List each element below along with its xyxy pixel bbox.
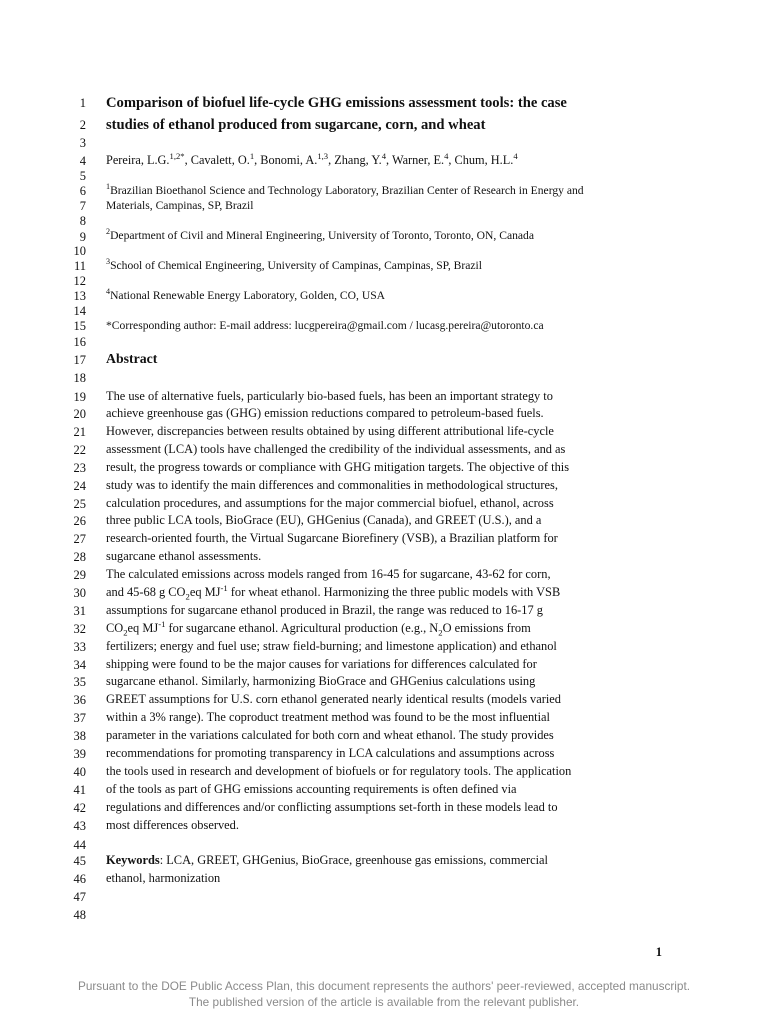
line-number: 3 xyxy=(79,136,86,150)
abstract-line: parameter in the variations calculated for both corn and wheat ethanol. The study provides xyxy=(106,728,554,742)
line-number: 20 xyxy=(73,407,86,421)
abstract-heading: Abstract xyxy=(106,351,158,366)
abstract-line: shipping were found to be the major causes for variations for differences calculated for xyxy=(106,657,537,671)
line-number: 37 xyxy=(73,711,86,725)
line-number: 25 xyxy=(73,497,86,511)
line-number: 23 xyxy=(73,461,86,475)
line-number: 14 xyxy=(73,304,86,318)
line-number: 18 xyxy=(73,371,86,385)
line-number: 4 xyxy=(79,154,86,168)
line-number: 44 xyxy=(73,838,86,852)
affiliation: $^3$School of Chemical Engineering, University of Campinas, Campinas, SP, Brazil xyxy=(106,257,482,272)
line-number: 26 xyxy=(73,514,86,528)
abstract-line: of the tools as part of GHG emissions accounting requirements is often defined via xyxy=(106,782,517,796)
affiliation: $^1$Brazilian Bioethanol Science and Technology Laboratory, Brazilian Center of Research in Energy and xyxy=(106,182,584,197)
line-number: 39 xyxy=(73,747,86,761)
abstract-line: regulations and differences and/or conflicting assumptions set-forth in these models lead to xyxy=(106,800,558,814)
line-number: 22 xyxy=(73,443,86,457)
line-number: 36 xyxy=(73,693,86,707)
line-number: 2 xyxy=(79,118,86,132)
abstract-line: fertilizers; energy and fuel use; straw field-burning; and limestone application) and ethanol xyxy=(106,639,557,653)
abstract-line: assumptions for sugarcane ethanol produced in Brazil, the range was reduced to 16-17 g xyxy=(106,603,543,617)
line-number: 45 xyxy=(73,854,86,868)
abstract-line: achieve greenhouse gas (GHG) emission reductions compared to petroleum-based fuels. xyxy=(106,406,544,420)
line-number: 11 xyxy=(73,259,86,273)
line-number: 48 xyxy=(73,908,86,922)
line-number: 5 xyxy=(79,169,86,183)
keywords-label: Keywords xyxy=(106,853,160,867)
abstract-line: sugarcane ethanol. Similarly, harmonizing BioGrace and GHGenius calculations using xyxy=(106,674,536,688)
abstract-line: research-oriented fourth, the Virtual Sugarcane Biorefinery (VSB), a Brazilian platform for xyxy=(106,531,558,545)
affiliation: Materials, Campinas, SP, Brazil xyxy=(106,199,254,212)
line-number: 1 xyxy=(79,96,86,110)
line-number: 24 xyxy=(73,479,86,493)
abstract-line: study was to identify the main differences and commonalities in methodological structures, xyxy=(106,478,558,492)
line-number: 47 xyxy=(73,890,86,904)
line-number: 21 xyxy=(73,425,86,439)
public-access-notice: Pursuant to the DOE Public Access Plan, this document represents the authors' peer-reviewed, accepted manuscript. xyxy=(77,979,691,993)
abstract-line: However, discrepancies between results obtained by using different attributional life-cycle xyxy=(106,424,554,438)
paper-title: studies of ethanol produced from sugarcane, corn, and wheat xyxy=(106,117,486,133)
line-number: 34 xyxy=(73,658,86,672)
line-number: 40 xyxy=(73,765,86,779)
abstract-line: calculation procedures, and assumptions for the major commercial biofuel, ethanol, across xyxy=(106,496,554,510)
abstract-line: $CO_2eq$ $MJ^{-1}$ for sugarcane ethanol. Agricultural production (e.g., $N_2O$ emissions from xyxy=(106,619,531,637)
abstract-line: and 45-68 g $CO_2eq$ $MJ^{-1}$ for wheat ethanol. Harmonizing the three public models with VSB xyxy=(106,583,561,601)
line-number: 41 xyxy=(73,783,86,797)
keywords: ethanol, harmonization xyxy=(106,871,221,885)
abstract-line: GREET assumptions for U.S. corn ethanol generated nearly identical results (models varied xyxy=(106,692,562,706)
abstract-line: The use of alternative fuels, particularly bio-based fuels, has been an important strategy to xyxy=(106,389,553,403)
line-number: 6 xyxy=(79,184,86,198)
line-number: 35 xyxy=(73,675,86,689)
line-number: 17 xyxy=(73,353,86,367)
paper-title: Comparison of biofuel life-cycle GHG emissions assessment tools: the case xyxy=(106,95,567,111)
line-number: 9 xyxy=(79,230,86,244)
author-list: Pereira, L.G.$^{1,2*}$, Cavalett, O.$^1$, Bonomi, A.$^{1,3}$, Zhang, Y.$^4$, Warner, E.$^4$, Chum, H.L.$^4$ xyxy=(106,151,518,167)
line-number: 38 xyxy=(73,729,86,743)
affiliation: $^4$National Renewable Energy Laboratory, Golden, CO, USA xyxy=(106,287,386,302)
line-number: 42 xyxy=(73,801,86,815)
abstract-line: three public LCA tools, BioGrace (EU), GHGenius (Canada), and GREET (U.S.), and a xyxy=(106,513,542,527)
abstract-line: sugarcane ethanol assessments. xyxy=(106,549,262,563)
abstract-line: assessment (LCA) tools have challenged the credibility of the individual assessments, and as xyxy=(106,442,566,456)
line-number: 28 xyxy=(73,550,86,564)
abstract-line: The calculated emissions across models ranged from 16-45 for sugarcane, 43-62 for corn, xyxy=(106,567,551,581)
line-number: 31 xyxy=(73,604,86,618)
abstract-line: recommendations for promoting transparency in LCA calculations and assumptions across xyxy=(106,746,555,760)
line-number: 46 xyxy=(73,872,86,886)
line-number: 12 xyxy=(73,274,86,288)
abstract-line: within a 3% range). The coproduct treatment method was found to be the most influential xyxy=(106,710,550,724)
line-number: 16 xyxy=(73,335,86,349)
line-number: 27 xyxy=(73,532,86,546)
line-number: 30 xyxy=(73,586,86,600)
line-number: 29 xyxy=(73,568,86,582)
keywords: Keywords: LCA, GREET, GHGenius, BioGrace, greenhouse gas emissions, commercial xyxy=(106,853,548,867)
line-number: 33 xyxy=(73,640,86,654)
public-access-notice: The published version of the article is available from the relevant publisher. xyxy=(188,995,580,1009)
line-number: 19 xyxy=(73,390,86,404)
line-number: 15 xyxy=(73,319,86,333)
line-number: 8 xyxy=(79,214,86,228)
line-number: 10 xyxy=(73,244,86,258)
line-number: 43 xyxy=(73,819,86,833)
abstract-line: result, the progress towards or compliance with GHG mitigation targets. The objective of this xyxy=(106,460,570,474)
line-number: 32 xyxy=(73,622,86,636)
corresponding-author: *Corresponding author: E-mail address: lucgpereira@gmail.com / lucasg.pereira@utoronto.ca xyxy=(106,319,544,332)
line-number: 7 xyxy=(79,199,86,213)
line-number: 13 xyxy=(73,289,86,303)
page-number: 1 xyxy=(655,945,662,959)
abstract-line: most differences observed. xyxy=(106,818,239,832)
affiliation: $^2$Department of Civil and Mineral Engineering, University of Toronto, Toronto, ON, Canada xyxy=(106,227,534,242)
abstract-line: the tools used in research and development of biofuels or for regulatory tools. The application xyxy=(106,764,572,778)
